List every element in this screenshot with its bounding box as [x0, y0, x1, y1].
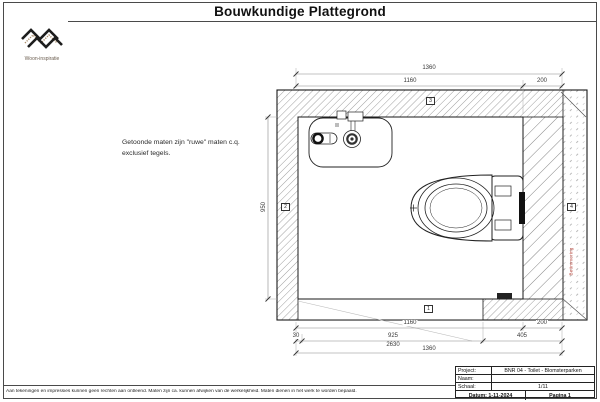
sink-icon [309, 111, 392, 167]
titleblock-row-datum-pagina [456, 391, 594, 400]
dim-seg-mid: 925 [387, 333, 399, 339]
plumbing-wall [523, 117, 563, 299]
schaal-label: Schaal: [456, 383, 492, 390]
wall-marker-left: 2 [281, 203, 290, 211]
dim-seg-left: 30 [292, 333, 300, 339]
dim-bottom-wall: 200 [536, 320, 548, 326]
logo-brand-name: Woon-inspiratie [24, 56, 60, 62]
note-line-1: Getoonde maten zijn "ruwe" maten c.q. [122, 139, 240, 146]
toilet-icon [410, 175, 525, 241]
wall-annotation: Betimmering [568, 247, 574, 276]
top-wall [277, 90, 563, 117]
pagina-value: Pagina 1 [549, 392, 571, 399]
dim-seg-right: 405 [516, 333, 528, 339]
project-label: Project: [456, 367, 492, 374]
wall-marker-top: 3 [426, 97, 435, 105]
left-wall [277, 117, 298, 320]
footer-divider [3, 385, 455, 386]
note-line-2: exclusief tegels. [122, 149, 171, 157]
page-title: Bouwkundige Plattegrond [214, 4, 386, 19]
dim-top-total: 1360 [422, 65, 436, 71]
titleblock-row-schaal [456, 383, 594, 391]
dim-seg-alt: 2630 [386, 341, 400, 348]
door-opening [298, 299, 483, 320]
project-value: BNR 04 - Toilet - Blomsterparken [504, 368, 582, 374]
dim-side-depth: 950 [261, 201, 267, 213]
disclaimer-text: Aan tekeningen en impressies kunnen geen rechten aan ontleend. Maten zijn ca. kunnen afwijken van de werkelijkheid. Maten dienen in het werk te worden bepaald. [6, 389, 357, 394]
schaal-value: 1/11 [538, 384, 548, 390]
naam-label: Naam: [456, 375, 492, 382]
flush-plate [519, 192, 525, 224]
dim-top-inner: 1160 [403, 77, 417, 84]
dim-bottom-total: 1360 [422, 345, 436, 352]
threshold-block [497, 293, 512, 299]
titleblock-row-naam [456, 375, 594, 383]
titleblock-row-project [456, 367, 594, 375]
bottom-wall [483, 299, 563, 320]
wall-marker-right: 4 [567, 203, 576, 211]
dim-bottom-inner: 1160 [403, 320, 417, 326]
wall-marker-bottom: 1 [424, 305, 433, 313]
naam-value [492, 375, 594, 382]
dim-top-wall: 200 [536, 77, 548, 84]
datum-value: Datum: 1-11-2024 [456, 391, 526, 400]
title-block [455, 366, 595, 398]
